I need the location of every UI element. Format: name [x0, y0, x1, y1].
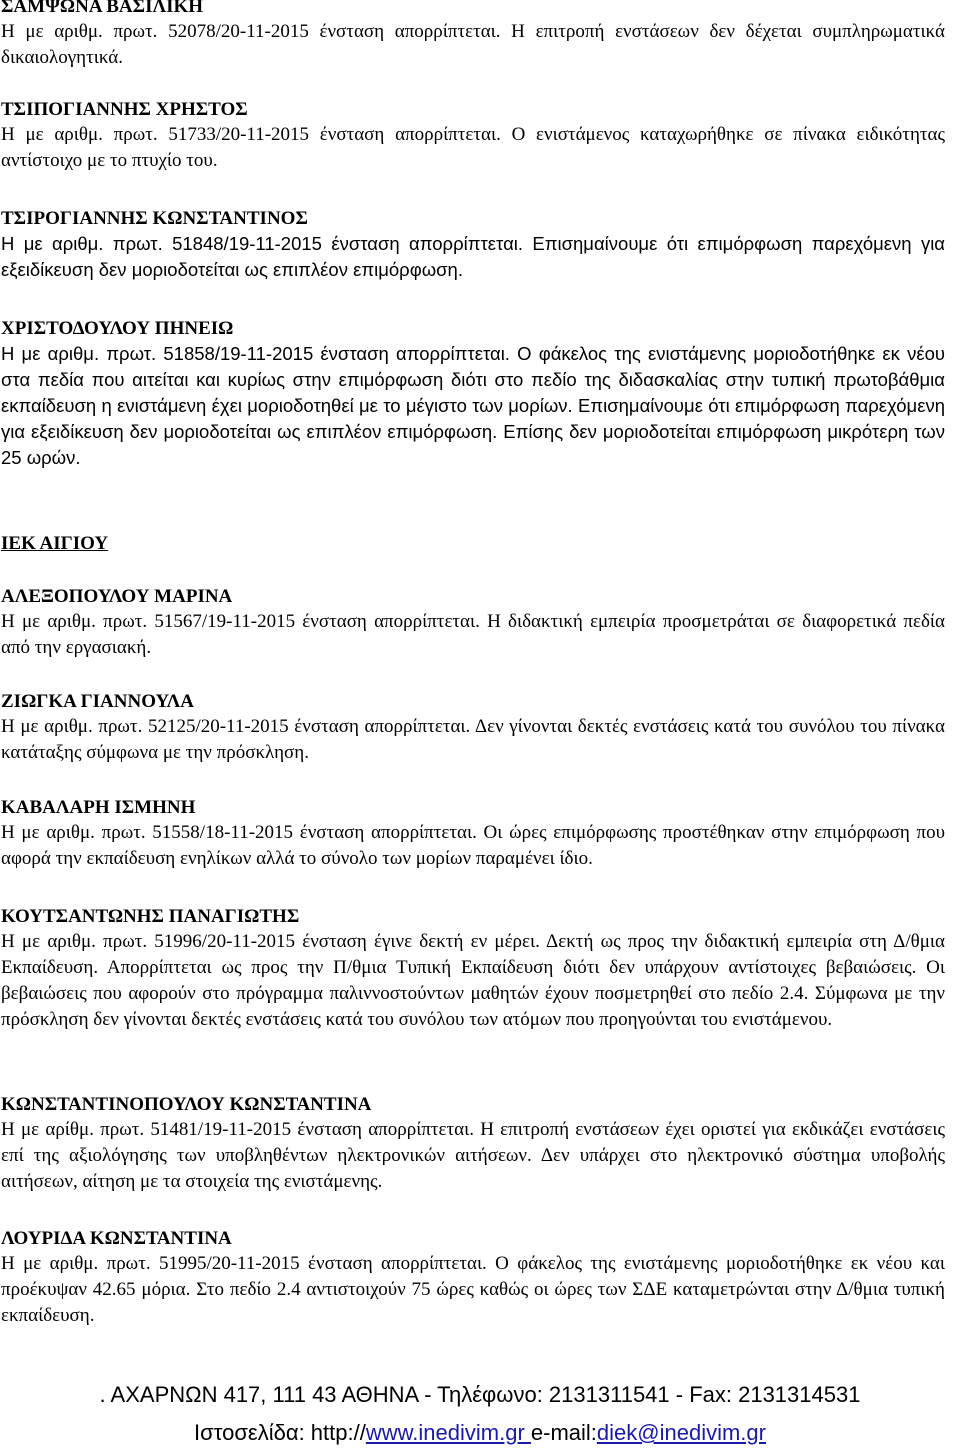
- applicant-name: ΤΣΙΡΟΓΙΑΝΝΗΣ ΚΩΝΣΤΑΝΤΙΝΟΣ: [1, 208, 308, 229]
- applicant-name: ΧΡΙΣΤΟΔΟΥΛΟΥ ΠΗΝΕΙΩ: [1, 318, 234, 339]
- objection-entry: [1, 97, 945, 174]
- objection-entry: [1, 904, 945, 1033]
- section-title: ΙΕΚ ΑΙΓΙΟΥ: [1, 533, 109, 554]
- objection-entry: [1, 1092, 945, 1195]
- website-link[interactable]: www.inedivim.gr: [365, 1420, 531, 1445]
- decision-text: Η με αριθμ. πρωτ. 51996/20-11-2015 ένσταση έγινε δεκτή εν μέρει. Δεκτή ως προς την διδακτική εμπειρία στη Δ/θμια Εκπαίδευση. Απορρίπτεται ως προς την Π/θμια Τυπική Εκπαίδευση διότι δεν υπάρχουν αντίστοιχες βεβαιώσεις. Οι βεβαιώσεις που αφορούν στο πρόγραμμα παλιννοστούντων μαθητών έχουν ποσμετρηθεί στο πεδίο 2.4. Σύμφωνα με την πρόσκληση δεν γίνονται δεκτές ενστάσεις κατά του συνόλου των ατόμων που προηγούνται του ενιστάμενου.: [1, 931, 945, 1030]
- decision-text: Η με αριθμ. πρωτ. 52078/20-11-2015 ένσταση απορρίπτεται. Η επιτροπή ενστάσεων δεν δέχεται συμπληρωματικά δικαιολογητικά.: [1, 21, 945, 68]
- applicant-name: ΚΑΒΑΛΑΡΗ ΙΣΜΗΝΗ: [1, 797, 196, 818]
- decision-text: Η με αριθμ. πρωτ. 51848/19-11-2015 ένσταση απορρίπτεται. Επισημαίνουμε ότι επιμόρφωση παρεχόμενη για εξειδίκευση δεν μοριοδοτείται ως επιπλέον επιμόρφωση.: [1, 233, 945, 280]
- applicant-name: ΖΙΩΓΚΑ ΓΙΑΝΝΟΥΛΑ: [1, 691, 195, 712]
- decision-text: Η με αριθμ. πρωτ. 51995/20-11-2015 ένσταση απορρίπτεται. Ο φάκελος της ενιστάμενης μοριοδοτήθηκε εκ νέου και προέκυψαν 42.65 μόρια. Στο πεδίο 2.4 αντιστοιχούν 75 ώρες καθώς οι ώρες των ΣΔΕ καταμετρώνται στην Δ/θμια τυπική εκπαίδευση.: [1, 1253, 945, 1326]
- decision-text: Η με αρίθμ. πρωτ. 51481/19-11-2015 ένσταση απορρίπτεται. Η επιτροπή ενστάσεων έχει οριστεί για εκδικάζει ενστάσεις επί της αξιολόγησης των υποβληθέντων ηλεκτρονικών αιτήσεων. Δεν υπάρχει στο ηλεκτρονικό σύστημα υποβολής αιτήσεων, αίτηση με τα στοιχεία της ενιστάμενης.: [1, 1119, 945, 1192]
- email-link[interactable]: diek@inedivim.gr: [596, 1420, 766, 1445]
- decision-text: Η με αριθμ. πρωτ. 51858/19-11-2015 ένσταση απορρίπτεται. Ο φάκελος της ενιστάμενης μοριοδοτήθηκε εκ νέου στα πεδία που αιτείται και κυρίως στην επιμόρφωση διότι στο πεδίο της διδασκαλίας στην τυπική πρωτοβάθμια εκπαίδευση η ενιστάμενη έχει μοριοδοτηθεί με το μέγιστο των μορίων. Επισημαίνουμε ότι επιμόρφωση παρεχόμενη για εξειδίκευση δεν μοριοδοτείται ως επιπλέον επιμόρφωση. Επίσης δεν μοριοδοτείται επιμόρφωση μικρότερη των 25 ωρών.: [1, 343, 945, 468]
- objection-entry: [1, 316, 945, 471]
- applicant-name: ΚΩΝΣΤΑΝΤΙΝΟΠΟΥΛΟΥ ΚΩΝΣΤΑΝΤΙΝΑ: [1, 1094, 372, 1115]
- footer-address: . ΑΧΑΡΝΩΝ 417, 111 43 ΑΘΗΝΑ - Τηλέφωνο: 2131311541 - Fax: 2131314531: [99, 1382, 861, 1407]
- decision-text: Η με αριθμ. πρωτ. 51567/19-11-2015 ένσταση απορρίπτεται. Η διδακτική εμπειρία προσμετράται σε διαφορετικά πεδία από την εργασιακή.: [1, 611, 945, 658]
- decision-text: Η με αριθμ. πρωτ. 52125/20-11-2015 ένσταση απορρίπτεται. Δεν γίνονται δεκτές ενστάσεις κατά του συνόλου του πίνακα κατάταξης σύμφωνα με την πρόσκληση.: [1, 716, 945, 763]
- objection-entry: [1, 206, 945, 283]
- objection-entry: [1, 1226, 945, 1329]
- objection-entry: [1, 795, 945, 872]
- applicant-name: ΚΟΥΤΣΑΝΤΩΝΗΣ ΠΑΝΑΓΙΩΤΗΣ: [1, 906, 300, 927]
- applicant-name: ΛΟΥΡΙΔΑ ΚΩΝΣΤΑΝΤΙΝΑ: [1, 1228, 232, 1249]
- email-label: e-mail:: [530, 1420, 597, 1445]
- decision-text: Η με αριθμ. πρωτ. 51558/18-11-2015 ένσταση απορρίπτεται. Οι ώρες επιμόρφωσης προστέθηκαν στην επιμόρφωση που αφορά την εκπαίδευση ενηλίκων αλλά το σύνολο των μορίων παραμένει ίδιο.: [1, 822, 945, 869]
- applicant-name: ΣΑΜΨΩΝΑ ΒΑΣΙΛΙΚΗ: [1, 0, 204, 17]
- website-label: Ιστοσελίδα: http://: [194, 1420, 366, 1445]
- decision-text: Η με αριθμ. πρωτ. 51733/20-11-2015 ένσταση απορρίπτεται. Ο ενιστάμενος καταχωρήθηκε σε πίνακα ειδικότητας αντίστοιχο με το πτυχίο του.: [1, 124, 945, 171]
- objection-entry: [1, 0, 945, 71]
- applicant-name: ΤΣΙΠΟΓΙΑΝΝΗΣ ΧΡΗΣΤΟΣ: [1, 99, 248, 120]
- objection-entry: [1, 584, 945, 661]
- footer-contact: [0, 1418, 960, 1448]
- applicant-name: ΑΛΕΞΟΠΟΥΛΟΥ ΜΑΡΙΝΑ: [1, 586, 233, 607]
- objection-entry: [1, 689, 945, 766]
